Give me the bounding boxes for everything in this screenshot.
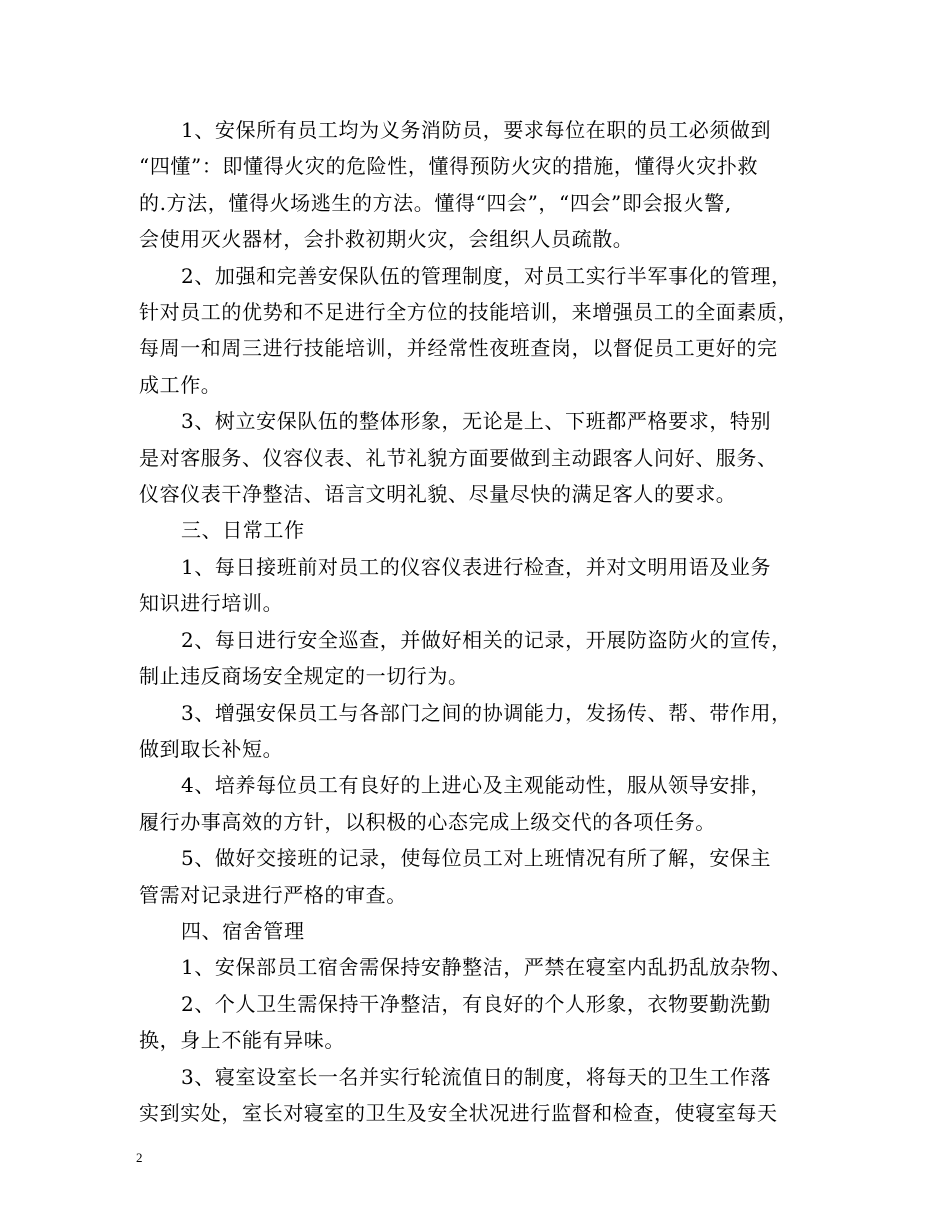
text-line: 1、安保所有员工均为义务消防员，要求每位在职的员工必须做到 [181,118,772,142]
paragraph [139,549,819,622]
text-line: 制止违反商场安全规定的一切行为。 [139,664,469,689]
text-line: 3、树立安保队伍的整体形象，无论是上、下班都严格要求，特别 [181,409,772,434]
text-line: 5、做好交接班的记录，使每位员工对上班情况有所了解，安保主 [181,846,772,871]
document-body [139,112,819,1131]
paragraph [139,840,819,913]
text-line: “四懂”：即懂得火灾的危险性，懂得预防火灾的措施，懂得火灾扑救 [139,154,759,179]
text-line: 1、每日接班前对员工的仪容仪表进行检查，并对文明用语及业务 [181,554,772,579]
text-line: 2、每日进行安全巡查，并做好相关的记录，开展防盗防火的宣传， [181,627,792,652]
paragraph [139,767,819,840]
text-line: 3、增强安保员工与各部门之间的协调能力，发扬传、帮、带作用， [181,700,792,725]
page-number: 2 [136,1150,143,1165]
text-line: 实到实处，室长对寝室的卫生及安全状况进行监督和检查，使寝室每天 [139,1100,778,1125]
paragraph [139,1059,819,1132]
text-line: 管需对记录进行严格的审查。 [139,882,407,907]
text-line: 是对客服务、仪容仪表、礼节礼貌方面要做到主动跟客人问好、服务、 [139,445,778,470]
paragraph [139,622,819,695]
text-line: 每周一和周三进行技能培训，并经常性夜班查岗，以督促员工更好的完 [139,336,778,361]
text-line: 三、日常工作 [181,518,305,543]
text-line: 会使用灭火器材，会扑救初期火灾，会组织人员疏散。 [139,227,634,252]
paragraph [139,403,819,512]
paragraph [139,695,819,768]
paragraph [139,258,819,404]
text-line: 3、寝室设室长一名并实行轮流值日的制度，将每天的卫生工作落 [181,1064,772,1089]
paragraph [139,112,819,258]
paragraph [139,913,819,949]
text-line: 4、培养每位员工有良好的上进心及主观能动性，服从领导安排， [181,773,772,798]
text-line: 的.方法，懂得火场逃生的方法。懂得“四会”，“四会”即会报火警, [139,190,732,215]
text-line: 仪容仪表干净整洁、语言文明礼貌、尽量尽快的满足客人的要求。 [139,482,737,507]
text-line: 2、加强和完善安保队伍的管理制度，对员工实行半军事化的管理， [181,263,792,288]
text-line: 履行办事高效的方针，以积极的心态完成上级交代的各项任务。 [139,809,716,834]
text-line: 针对员工的优势和不足进行全方位的技能培训，来增强员工的全面素质， [139,300,799,325]
text-line: 成工作。 [139,372,222,397]
paragraph [139,949,819,985]
text-line: 1、安保部员工宿舍需保持安静整洁，严禁在寝室内乱扔乱放杂物、 [181,955,792,980]
text-line: 换，身上不能有异味。 [139,1028,345,1053]
paragraph [139,986,819,1059]
paragraph [139,512,819,548]
text-line: 2、个人卫生需保持干净整洁，有良好的个人形象，衣物要勤洗勤 [181,991,772,1016]
text-line: 知识进行培训。 [139,591,284,616]
text-line: 四、宿舍管理 [181,918,305,943]
text-line: 做到取长补短。 [139,736,284,761]
